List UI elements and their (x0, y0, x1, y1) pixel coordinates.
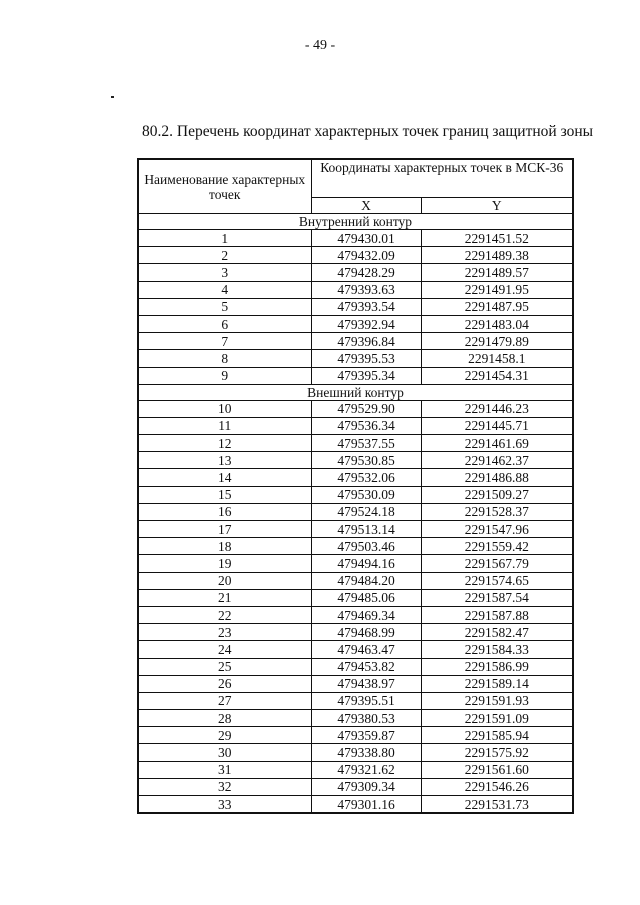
point-number-cell: 25 (138, 658, 311, 675)
y-coordinate-cell: 2291486.88 (421, 469, 573, 486)
y-coordinate-cell: 2291561.60 (421, 761, 573, 778)
x-coordinate-cell: 479513.14 (311, 521, 421, 538)
x-coordinate-cell: 479463.47 (311, 641, 421, 658)
point-number-cell: 7 (138, 333, 311, 350)
y-coordinate-cell: 2291559.42 (421, 538, 573, 555)
x-coordinate-cell: 479359.87 (311, 727, 421, 744)
table-row (138, 761, 573, 778)
table-row (138, 435, 573, 452)
table-body (138, 214, 573, 814)
y-coordinate-cell: 2291479.89 (421, 333, 573, 350)
point-number-cell: 29 (138, 727, 311, 744)
point-number-cell: 28 (138, 710, 311, 727)
point-number-cell: 33 (138, 796, 311, 814)
y-coordinate-cell: 2291491.95 (421, 281, 573, 298)
y-coordinate-cell: 2291458.1 (421, 350, 573, 367)
point-number-cell: 21 (138, 589, 311, 606)
header-coordinates: Координаты характерных точек в МСК-36 (311, 159, 573, 198)
x-coordinate-cell: 479536.34 (311, 417, 421, 434)
x-coordinate-cell: 479338.80 (311, 744, 421, 761)
y-coordinate-cell: 2291575.92 (421, 744, 573, 761)
point-number-cell: 4 (138, 281, 311, 298)
y-coordinate-cell: 2291454.31 (421, 367, 573, 384)
x-coordinate-cell: 479432.09 (311, 247, 421, 264)
x-coordinate-cell: 479468.99 (311, 624, 421, 641)
table-row (138, 486, 573, 503)
point-number-cell: 3 (138, 264, 311, 281)
x-coordinate-cell: 479380.53 (311, 710, 421, 727)
y-coordinate-cell: 2291546.26 (421, 778, 573, 795)
point-number-cell: 8 (138, 350, 311, 367)
y-coordinate-cell: 2291445.71 (421, 417, 573, 434)
table-row (138, 350, 573, 367)
point-number-cell: 16 (138, 503, 311, 520)
point-number-cell: 11 (138, 417, 311, 434)
x-coordinate-cell: 479321.62 (311, 761, 421, 778)
x-coordinate-cell: 479485.06 (311, 589, 421, 606)
point-number-cell: 31 (138, 761, 311, 778)
x-coordinate-cell: 479393.63 (311, 281, 421, 298)
table-row (138, 796, 573, 814)
point-number-cell: 27 (138, 692, 311, 709)
table-row (138, 247, 573, 264)
y-coordinate-cell: 2291567.79 (421, 555, 573, 572)
x-coordinate-cell: 479484.20 (311, 572, 421, 589)
header-y: Y (421, 198, 573, 214)
y-coordinate-cell: 2291487.95 (421, 298, 573, 315)
point-number-cell: 5 (138, 298, 311, 315)
x-coordinate-cell: 479453.82 (311, 658, 421, 675)
y-coordinate-cell: 2291531.73 (421, 796, 573, 814)
y-coordinate-cell: 2291584.33 (421, 641, 573, 658)
x-coordinate-cell: 479395.51 (311, 692, 421, 709)
table-row (138, 400, 573, 417)
table-row (138, 264, 573, 281)
table-row (138, 521, 573, 538)
table-row (138, 417, 573, 434)
y-coordinate-cell: 2291591.09 (421, 710, 573, 727)
table-row (138, 624, 573, 641)
y-coordinate-cell: 2291591.93 (421, 692, 573, 709)
table-row (138, 744, 573, 761)
section-title: Внутренний контур (138, 214, 573, 230)
table-row (138, 692, 573, 709)
x-coordinate-cell: 479532.06 (311, 469, 421, 486)
x-coordinate-cell: 479309.34 (311, 778, 421, 795)
y-coordinate-cell: 2291461.69 (421, 435, 573, 452)
y-coordinate-cell: 2291528.37 (421, 503, 573, 520)
point-number-cell: 32 (138, 778, 311, 795)
y-coordinate-cell: 2291587.54 (421, 589, 573, 606)
section-heading: 80.2. Перечень координат характерных точек границ защитной зоны (142, 123, 594, 140)
table-row (138, 538, 573, 555)
table-row (138, 367, 573, 384)
point-number-cell: 13 (138, 452, 311, 469)
y-coordinate-cell: 2291574.65 (421, 572, 573, 589)
x-coordinate-cell: 479530.85 (311, 452, 421, 469)
table-row (138, 555, 573, 572)
x-coordinate-cell: 479494.16 (311, 555, 421, 572)
point-number-cell: 23 (138, 624, 311, 641)
table-row (138, 298, 573, 315)
table-row (138, 315, 573, 332)
table-row (138, 503, 573, 520)
point-number-cell: 12 (138, 435, 311, 452)
coordinates-table (137, 158, 574, 814)
x-coordinate-cell: 479529.90 (311, 400, 421, 417)
point-number-cell: 9 (138, 367, 311, 384)
point-number-cell: 14 (138, 469, 311, 486)
y-coordinate-cell: 2291489.57 (421, 264, 573, 281)
point-number-cell: 22 (138, 606, 311, 623)
x-coordinate-cell: 479469.34 (311, 606, 421, 623)
table-row (138, 658, 573, 675)
point-number-cell: 18 (138, 538, 311, 555)
x-coordinate-cell: 479396.84 (311, 333, 421, 350)
x-coordinate-cell: 479430.01 (311, 230, 421, 247)
point-number-cell: 17 (138, 521, 311, 538)
y-coordinate-cell: 2291483.04 (421, 315, 573, 332)
table-row (138, 606, 573, 623)
section-row (138, 384, 573, 400)
point-number-cell: 20 (138, 572, 311, 589)
x-coordinate-cell: 479524.18 (311, 503, 421, 520)
y-coordinate-cell: 2291509.27 (421, 486, 573, 503)
table-row (138, 452, 573, 469)
y-coordinate-cell: 2291589.14 (421, 675, 573, 692)
table-row (138, 675, 573, 692)
point-number-cell: 10 (138, 400, 311, 417)
y-coordinate-cell: 2291585.94 (421, 727, 573, 744)
x-coordinate-cell: 479438.97 (311, 675, 421, 692)
y-coordinate-cell: 2291462.37 (421, 452, 573, 469)
section-row (138, 214, 573, 230)
header-point-name: Наименование характерных точек (138, 159, 311, 214)
x-coordinate-cell: 479428.29 (311, 264, 421, 281)
point-number-cell: 15 (138, 486, 311, 503)
y-coordinate-cell: 2291446.23 (421, 400, 573, 417)
y-coordinate-cell: 2291582.47 (421, 624, 573, 641)
x-coordinate-cell: 479537.55 (311, 435, 421, 452)
table-row (138, 230, 573, 247)
table-row (138, 727, 573, 744)
page-number: - 49 - (304, 38, 336, 53)
table-row (138, 589, 573, 606)
y-coordinate-cell: 2291587.88 (421, 606, 573, 623)
table-row (138, 572, 573, 589)
x-coordinate-cell: 479395.53 (311, 350, 421, 367)
table-row (138, 778, 573, 795)
point-number-cell: 6 (138, 315, 311, 332)
point-number-cell: 30 (138, 744, 311, 761)
point-number-cell: 1 (138, 230, 311, 247)
y-coordinate-cell: 2291489.38 (421, 247, 573, 264)
point-number-cell: 2 (138, 247, 311, 264)
point-number-cell: 24 (138, 641, 311, 658)
x-coordinate-cell: 479530.09 (311, 486, 421, 503)
x-coordinate-cell: 479301.16 (311, 796, 421, 814)
x-coordinate-cell: 479395.34 (311, 367, 421, 384)
y-coordinate-cell: 2291451.52 (421, 230, 573, 247)
x-coordinate-cell: 479393.54 (311, 298, 421, 315)
section-title: Внешний контур (138, 384, 573, 400)
table-row (138, 641, 573, 658)
table-row (138, 469, 573, 486)
x-coordinate-cell: 479392.94 (311, 315, 421, 332)
table-row (138, 333, 573, 350)
point-number-cell: 19 (138, 555, 311, 572)
y-coordinate-cell: 2291586.99 (421, 658, 573, 675)
header-x: X (311, 198, 421, 214)
x-coordinate-cell: 479503.46 (311, 538, 421, 555)
table-row (138, 281, 573, 298)
point-number-cell: 26 (138, 675, 311, 692)
scan-speck (111, 96, 114, 98)
table-row (138, 710, 573, 727)
y-coordinate-cell: 2291547.96 (421, 521, 573, 538)
